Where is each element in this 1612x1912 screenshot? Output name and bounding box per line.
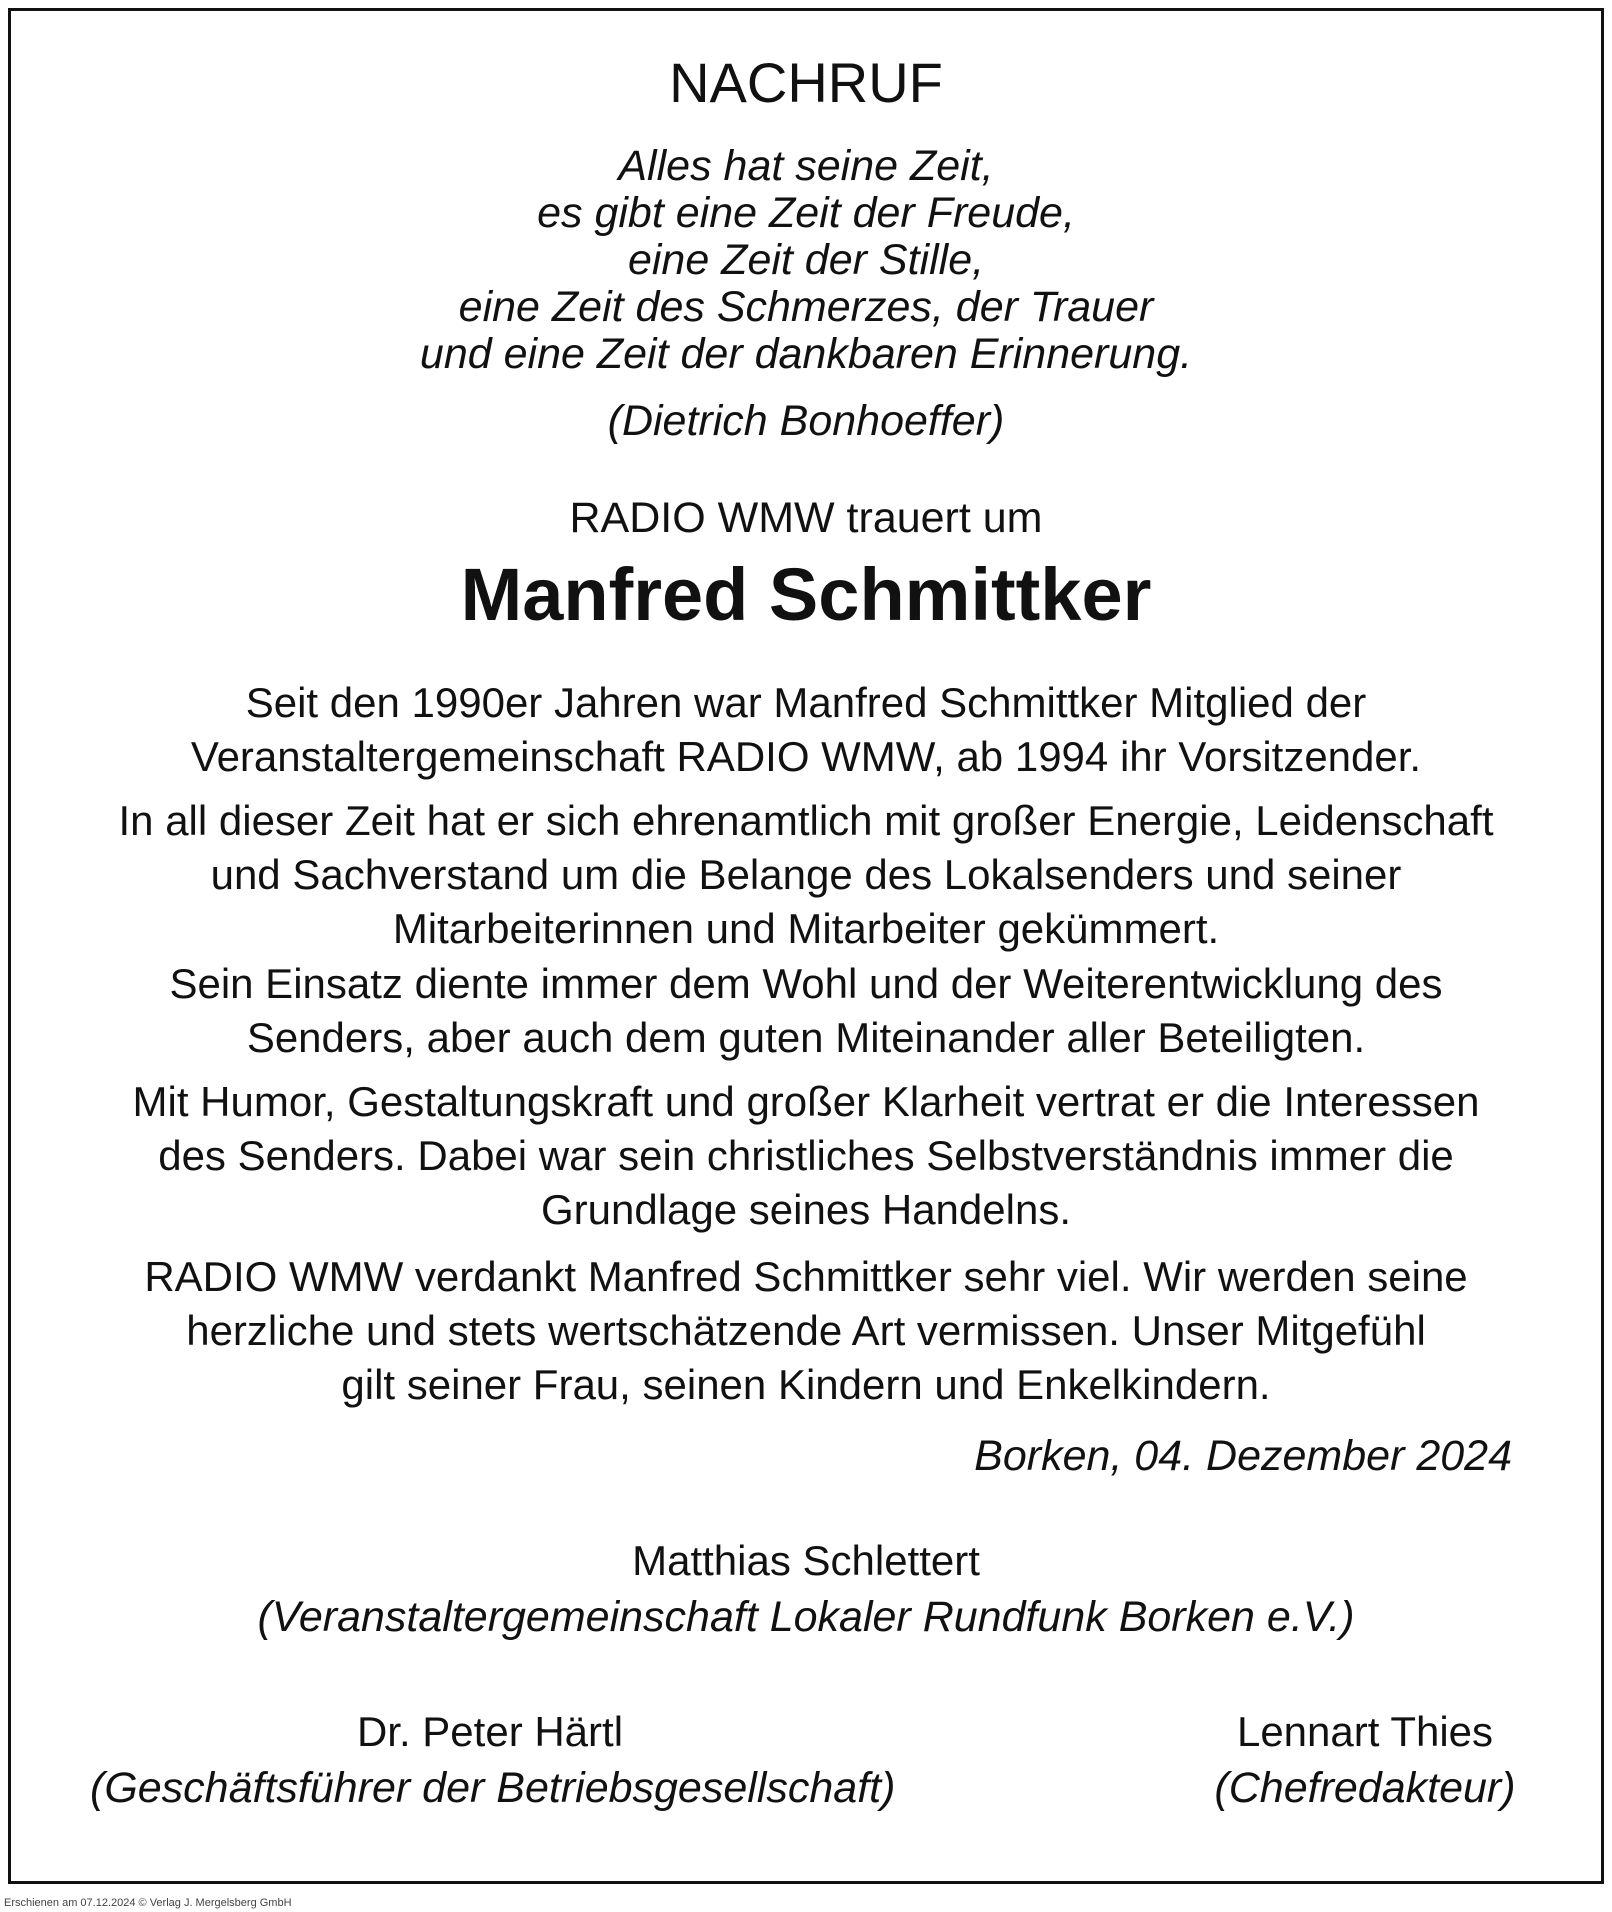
paragraph-line: gilt seiner Frau, seinen Kindern und Enkelkindern. — [341, 1361, 1271, 1408]
paragraph-condolence — [0, 1250, 1612, 1412]
signatory-left-role: (Geschäftsführer der Betriebsgesellschaft) — [90, 1764, 896, 1812]
paragraph-line: RADIO WMW verdankt Manfred Schmittker sehr viel. Wir werden seine — [144, 1253, 1468, 1300]
signatory-left — [90, 1704, 896, 1816]
deceased-name: Manfred Schmittker — [460, 553, 1152, 636]
signatory-right — [1200, 1704, 1530, 1816]
poem-line: eine Zeit des Schmerzes, der Trauer — [458, 283, 1154, 331]
signatory-right-name: Lennart Thies — [1236, 1708, 1494, 1755]
paragraph-line: des Senders. Dabei war sein christliches Selbstverständnis immer die — [158, 1132, 1454, 1179]
poem-attribution: (Dietrich Bonhoeffer) — [607, 397, 1005, 445]
paragraph-line: herzliche und stets wertschätzende Art vermissen. Unser Mitgefühl — [186, 1307, 1426, 1354]
paragraph-character — [0, 1075, 1612, 1237]
signatory-main-name: Matthias Schlettert — [632, 1537, 980, 1584]
paragraph-line: Mit Humor, Gestaltungskraft und großer Klarheit vertrat er die Interessen — [132, 1078, 1480, 1125]
paragraph-line: In all dieser Zeit hat er sich ehrenamtlich mit großer Energie, Leidenschaft — [118, 797, 1494, 844]
paragraph-commitment — [0, 957, 1612, 1065]
notice-title: NACHRUF — [669, 51, 943, 114]
paragraph-volunteer-work — [0, 794, 1612, 956]
signatory-left-name: Dr. Peter Härtl — [356, 1708, 624, 1755]
publication-footer: Erschienen am 07.12.2024 © Verlag J. Mergelsberg GmbH — [4, 1897, 292, 1909]
paragraph-line: und Sachverstand um die Belange des Lokalsenders und seiner — [210, 851, 1402, 898]
paragraph-line: Grundlage seines Handelns. — [540, 1186, 1071, 1233]
mourning-intro: RADIO WMW trauert um — [569, 494, 1043, 542]
signatory-right-role: (Chefredakteur) — [1214, 1764, 1516, 1812]
paragraph-line: Mitarbeiterinnen und Mitarbeiter gekümmert. — [392, 905, 1220, 952]
paragraph-membership — [0, 676, 1612, 784]
poem-line: Alles hat seine Zeit, — [618, 142, 994, 190]
poem-line: und eine Zeit der dankbaren Erinnerung. — [419, 330, 1193, 378]
paragraph-line: Senders, aber auch dem guten Miteinander aller Beteiligten. — [246, 1014, 1366, 1061]
paragraph-line: Sein Einsatz diente immer dem Wohl und der Weiterentwicklung des — [169, 960, 1443, 1007]
place-date: Borken, 04. Dezember 2024 — [974, 1432, 1512, 1480]
signatory-main-role: (Veranstaltergemeinschaft Lokaler Rundfunk Borken e.V.) — [257, 1593, 1355, 1641]
paragraph-line: Veranstaltergemeinschaft RADIO WMW, ab 1994 ihr Vorsitzender. — [190, 733, 1422, 780]
poem-line: eine Zeit der Stille, — [627, 236, 985, 284]
poem-quote — [0, 143, 1612, 378]
paragraph-line: Seit den 1990er Jahren war Manfred Schmittker Mitglied der — [245, 679, 1367, 726]
poem-line: es gibt eine Zeit der Freude, — [537, 189, 1075, 237]
